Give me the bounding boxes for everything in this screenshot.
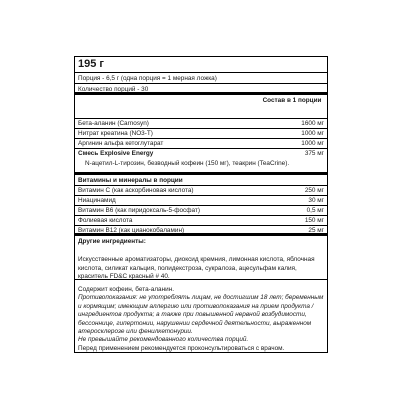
vitamin-row xyxy=(75,196,327,206)
vitamin-row xyxy=(75,186,327,196)
nutrient-value: 1000 мг xyxy=(301,130,324,137)
consult-note: Перед применением рекомендуется проконсультироваться с врачом. xyxy=(78,344,285,352)
blend-name: Смесь Explosive Energy xyxy=(78,150,154,157)
vitamin-row xyxy=(75,226,327,236)
supplement-facts-label xyxy=(74,56,328,353)
warnings-block xyxy=(75,280,327,353)
contraindications-text: Противопоказания: не употреблять лицам, не достигшим 18 лет; беременным и кормящим; имеющим аллергию или противопоказания на прием продукта / ингредиентов продукта; а также при повышенной нервной возбудимости, бессоннице, гипертонии, нарушении сердечной деятельности, выраженном атеросклерозе или фенилкетонурии. xyxy=(78,294,324,336)
servings-per-container: Количество порций - 30 xyxy=(75,84,327,95)
nutrient-row xyxy=(75,119,327,129)
other-ingredients-text: Искусственные ароматизаторы, диоксид кремния, лимонная кислота, яблочная кислота, силикат кальция, полидекстроза, сукралоза, ацесульфам калия, краситель FD&C красный # 40. xyxy=(75,247,327,280)
vitamin-row xyxy=(75,206,327,216)
nutrient-row xyxy=(75,139,327,149)
vitamin-value: 150 мг xyxy=(304,217,324,224)
blend-value: 375 мг xyxy=(304,150,324,157)
contains-note: Содержит кофеин, бета-аланин. xyxy=(78,286,175,293)
nutrient-name: Нитрат креатина (NO3-T) xyxy=(78,130,153,137)
net-weight: 195 г xyxy=(75,57,327,73)
other-ingredients-title: Другие ингредиенты: xyxy=(78,238,146,245)
vitamin-name: Витамин В6 (как пиридоксаль-5-фосфат) xyxy=(78,207,200,214)
nutrient-value: 1000 мг xyxy=(301,140,324,147)
column-header-row xyxy=(75,95,327,119)
nutrient-name: Аргинин альфа кетоглутарат xyxy=(78,140,164,147)
dose-warning: Не превышайте рекомендованного количества порций. xyxy=(78,336,249,344)
vitamin-value: 0,5 мг xyxy=(306,207,324,214)
vitamin-value: 30 мг xyxy=(308,197,324,204)
vitamin-value: 25 мг xyxy=(308,227,324,234)
vitamin-name: Витамин С (как аскорбиновая кислота) xyxy=(78,187,194,194)
vitamin-row xyxy=(75,216,327,226)
nutrient-value: 1600 мг xyxy=(301,120,324,127)
serving-size: Порция - 6,5 г (одна порция = 1 мерная ложка) xyxy=(75,73,327,84)
vitamin-name: Фолиевая кислота xyxy=(78,217,133,224)
blend-row xyxy=(75,149,327,159)
vitamin-value: 250 мг xyxy=(304,187,324,194)
column-header: Состав в 1 порции xyxy=(262,97,322,104)
nutrient-row xyxy=(75,129,327,139)
vitamins-title: Витамины и минералы в порции xyxy=(75,175,327,186)
vitamin-name: Ниацинамид xyxy=(78,197,116,204)
blend-components: N-ацетил-L-тирозин, безводный кофеин (150 мг), теакрин (TeaCrine). xyxy=(75,159,327,175)
nutrient-name: Бета-аланин (Carnosyn) xyxy=(78,120,149,127)
vitamin-name: Витамин В12 (как цианокобаламин) xyxy=(78,227,185,234)
